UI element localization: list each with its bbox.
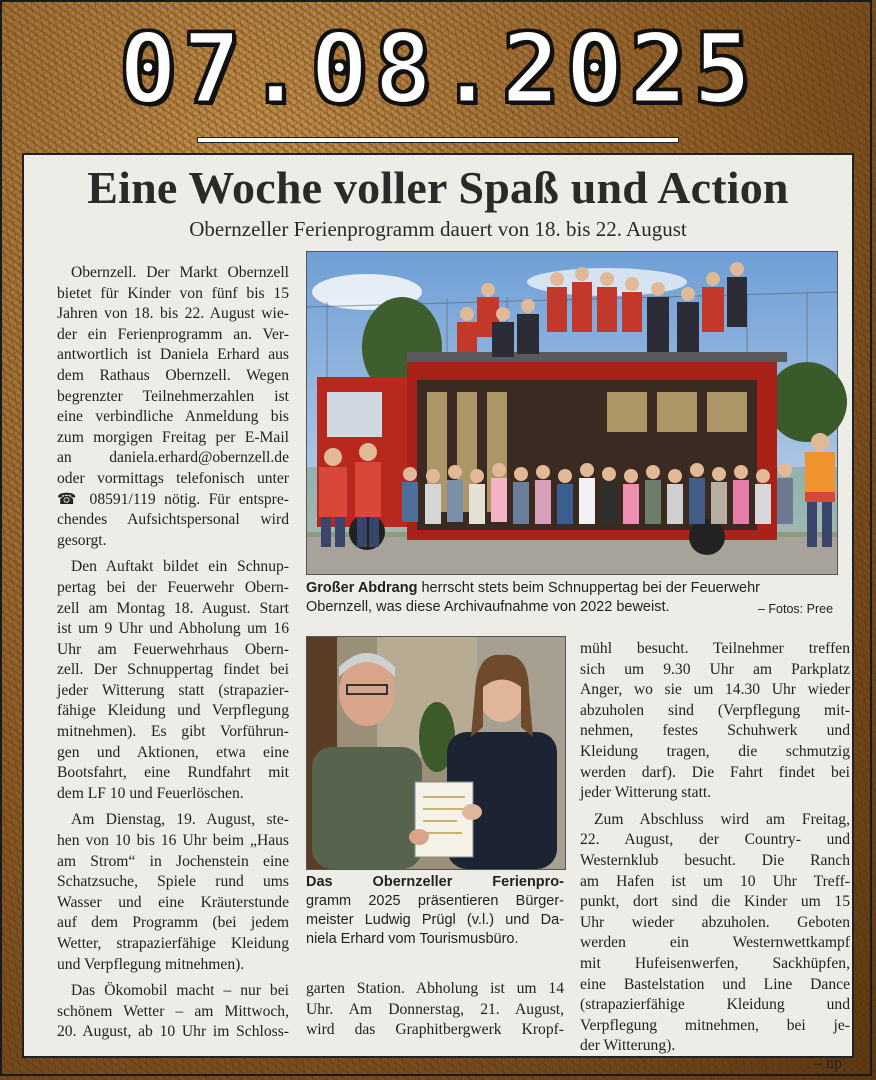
text-line: Das Ökomobil macht – nur bei: [71, 982, 289, 1000]
text-line: Den Auftakt bildet ein Schnup-: [71, 558, 289, 576]
photo1-caption-text: herrscht stets beim Schnuppertag bei der Feuerwehr: [417, 580, 760, 596]
text-line: Verpflegung mitnehmen, bei je-: [580, 1016, 850, 1034]
text-line: Uhr wieder abzuholen. Geboten: [580, 913, 850, 931]
fire-brigade-photo: [306, 251, 838, 575]
text-line: oder vormittags telefonisch unter: [57, 469, 289, 487]
text-line: gesorgt.: [57, 531, 107, 549]
text-line: dem LF 10 und Feuerlöschen.: [57, 784, 244, 802]
photo2-caption: [306, 873, 564, 949]
photo1-caption-line2: Obernzell, was diese Archivaufnahme von 2022 beweist.: [306, 599, 670, 615]
text-line: mitnehmen). Es gibt Vorführun-: [57, 723, 289, 741]
text-line: werden darf). Die Fahrt findet bei: [580, 763, 850, 781]
text-line: begrenzter Teilnehmerzahlen ist: [57, 387, 289, 405]
text-line: jeder Witterung statt.: [580, 784, 712, 802]
text-line: werden ein Westernwettkampf: [580, 934, 850, 952]
text-line: 20. August, ab 10 Uhr im Schloss-: [57, 1023, 289, 1041]
photo-credit: – Fotos: Pree: [758, 602, 834, 616]
text-line: bietet für Kinder von fünf bis 15: [57, 284, 289, 302]
text-line: am Strom“ in Jochenstein eine: [57, 852, 289, 870]
article-column-2: [306, 979, 564, 1041]
text-line: der Witterung).: [580, 1037, 676, 1055]
caption-line: meister Ludwig Prügl (v.l.) und Da-: [306, 912, 564, 928]
caption-line: Das Obernzeller Ferienpro-: [306, 874, 564, 890]
text-line: hen von 10 bis 16 Uhr beim „Haus: [57, 832, 289, 850]
text-line: zell. Der Schnuppertag findet bei: [57, 661, 289, 679]
text-line: Uhr. Am Donnerstag, 21. August,: [306, 1000, 564, 1018]
text-line: sich um 9.30 Uhr am Parkplatz: [580, 660, 850, 678]
text-line: Obernzell. Der Markt Obernzell: [71, 264, 289, 281]
text-line: punkt, dort sind die Kinder um 15: [580, 893, 850, 911]
article-column-1: [57, 263, 289, 1043]
text-line: Wasser und eine Kräuterstunde: [57, 893, 289, 911]
photo1-caption-bold: Großer Abdrang: [306, 580, 418, 596]
newspaper-clipping: [22, 153, 854, 1072]
author-signature: – np: [814, 1055, 842, 1072]
text-line: abzuholen sind (Verpflegung mit-: [580, 701, 850, 719]
text-line: garten Station. Abholung ist um 14: [306, 980, 564, 997]
text-line: ist um 9 Uhr und Abholung um 16: [57, 620, 289, 638]
caption-line: gramm 2025 präsentieren Bürger-: [306, 893, 564, 909]
text-line: eine verbindliche Anmeldung bis: [57, 408, 289, 426]
date-underline: [198, 138, 678, 142]
text-line: 22. August, der Country- und: [580, 831, 850, 849]
text-line: Bootsfahrt, eine Rundfahrt mit: [57, 764, 289, 782]
text-line: antwortlich ist Daniela Erhard aus: [57, 346, 289, 364]
text-line: gen und Aktionen, etwa eine: [57, 743, 289, 761]
caption-line: niela Erhard vom Tourismusbüro.: [306, 931, 519, 947]
text-line: zell am Montag 18. August. Start: [57, 599, 289, 617]
text-line: Wetter, strapazierfähige Kleidung: [57, 935, 289, 952]
text-line: Uhr am Feuerwehrhaus Obern-: [57, 640, 289, 658]
text-line: fähige Kleidung und Verpflegung: [57, 702, 289, 720]
text-line: Am Dienstag, 19. August, ste-: [71, 811, 289, 829]
text-line: an daniela.erhard@obernzell.de: [57, 449, 289, 467]
text-line: nehmen, festes Schuhwerk und: [580, 722, 850, 740]
article-subheadline: Obernzeller Ferienprogramm dauert von 18. bis 22. August: [189, 217, 687, 241]
text-line: (strapazierfähige Kleidung und: [580, 996, 850, 1014]
text-line: pertag bei der Feuerwehr Obern-: [57, 578, 289, 596]
text-line: der ein Ferienprogramm an. Ver-: [57, 325, 289, 343]
text-line: auf dem Programm (bei jedem: [57, 914, 289, 932]
text-line: Westernklub besucht. Die Ranch: [580, 851, 850, 869]
text-line: dem Rathaus Obernzell. Wegen: [57, 366, 289, 384]
text-line: und Verpflegung mitnehmen).: [57, 955, 245, 973]
text-line: Jahren von 18. bis 22. August wie-: [57, 305, 289, 323]
text-line: jeder Witterung statt (strapazier-: [57, 681, 289, 699]
text-line: ☎ 08591/119 nötig. Für entspre-: [57, 490, 289, 508]
text-line: zum morgigen Freitag per E-Mail: [57, 428, 289, 446]
mayor-photo: [306, 636, 566, 870]
text-line: mühl besucht. Teilnehmer treffen: [580, 640, 850, 657]
text-line: eine Bastelstation und Line Dance: [580, 975, 850, 993]
date-title: 07.08.2025: [119, 13, 757, 125]
article-headline: Eine Woche voller Spaß und Action: [87, 162, 789, 213]
text-line: chendes Aufsichtspersonal wird: [57, 511, 289, 529]
text-line: schönem Wetter – am Mittwoch,: [57, 1002, 289, 1020]
text-line: Anger, wo sie um 14.30 Uhr wieder: [580, 681, 850, 699]
text-line: wird das Graphitbergwerk Kropf-: [306, 1021, 564, 1039]
text-line: Kleidung tragen, die schmutzig: [580, 742, 850, 760]
article-column-3: [580, 639, 850, 1057]
text-line: mit Hufeisenwerfen, Sackhüpfen,: [580, 954, 850, 972]
text-line: am Hafen ist um 10 Uhr Treff-: [580, 872, 850, 890]
text-line: Zum Abschluss wird am Freitag,: [594, 810, 850, 828]
text-line: Schatzsuche, Spiele rund ums: [57, 873, 289, 891]
